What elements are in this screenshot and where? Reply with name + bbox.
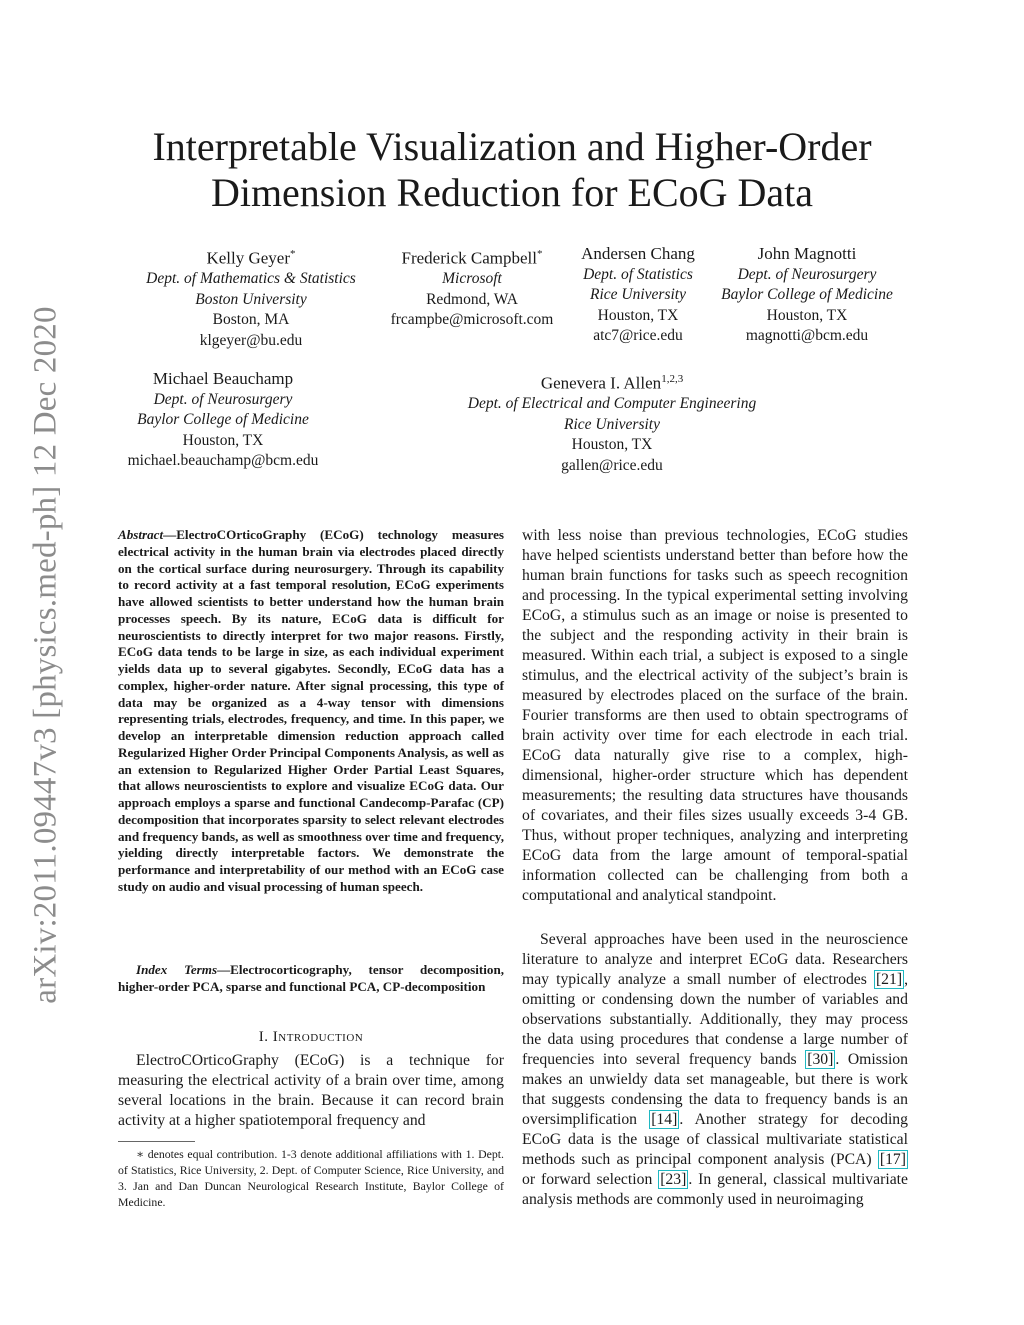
author-city: Houston, TX — [182, 431, 264, 449]
paper-title — [100, 124, 924, 216]
author-email: magnotti@bcm.edu — [745, 327, 869, 345]
right-paragraph-2: Several approaches have been used in the neuroscience literature to analyze and interpret ECoG data. Researchers may typically analyze a small number of electrodes [21] , omitting or condensing down the number of variables and observations substantially. Additionally, they may process the data using procedures that condense a large number of frequencies into several frequency bands [30] . Omission makes an unwieldy data set manageable, but there is work that suggests condensing the data to frequency bands is an oversimplification [14] . Another strategy for decoding ECoG data is the usage of classical multivariate statistical methods such as principal component analysis (PCA) [17] or forward selection [23] . In general, classical multivariate analysis methods are commonly used in neuroimaging — [522, 931, 908, 1208]
intro-paragraph: ElectroCOrticoGraphy (ECoG) is a technique for measuring the electrical activity of a brain over time, among several locations in the brain. Because it can record brain activity at a higher spatiotemporal frequency and — [118, 1052, 504, 1129]
abstract-text: —ElectroCOrticoGraphy (ECoG) technology measures electrical activity in the human brain via electrodes placed directly on the cortical surface during neurosurgery. Through its capability to record activity at a fast temporal resolution, ECoG experiments have allowed scientists to better understand how the human brain processes speech. By its nature, ECoG data is difficult for neuroscientists to directly interpret for two major reasons. Firstly, ECoG data tends to be large in size, as each individual experiment yields data up to several gigabytes. Secondly, ECoG data has a complex, higher-order nature. After signal processing, this type of data may be organized as a 4-way tensor with dimensions representing trials, electrodes, frequency, and time. In this paper, we develop an interpretable dimension reduction approach called Regularized Higher Order Principal Components Analysis, as well as an extension to Regularized Higher Order Partial Least Squares, that allows neuroscientists to explore and visualize ECoG data. Our approach employs a sparse and functional Candecomp-Parafac (CP) decomposition that incorporates sparsity to select relevant electrodes and frequency bands, as well as smoothness over time and frequency, yielding directly interpretable factors. We demonstrate the performance and interpretability of our method with an ECoG case study on audio and visual processing of human speech. — [118, 527, 504, 894]
author-email: atc7@rice.edu — [593, 327, 683, 345]
right-paragraph-1: with less noise than previous technologies, ECoG studies have helped scientists understand better than before how the human brain functions for tasks such as speech recognition and processing. In the typical experimental setting involving ECoG, a stimulus such as an image or noise is presented to the subject and the responding activity in their brain is measured. Within each trial, a subject is exposed to a single stimulus, and the electrical activity of the subject’s brain is measured by electrodes placed on the surface of the brain. Fourier transforms are then used to obtain spectrograms of brain activity over time for each electrode in each trial. ECoG data naturally give rise to a complex, high-dimensional, higher-order structure which has dependent measurements; the resulting data structures have thousands of covariates, and their files sizes usually exceeds 3-4 GB. Thus, without proper techniques, analyzing and interpreting ECoG data from the large amount of temporal-spatial information collected can be challenging from both a computational and analytical standpoint. — [522, 527, 908, 904]
title-line-2: Dimension Reduction for ECoG Data — [210, 170, 814, 215]
author-org: Rice University — [590, 286, 686, 304]
index-terms — [118, 962, 504, 996]
author-name: Kelly Geyer — [206, 248, 291, 268]
author-mark: * — [537, 248, 543, 260]
footnote-rule — [118, 1141, 195, 1142]
author-block-beauchamp — [118, 369, 328, 472]
author-org: Baylor College of Medicine — [721, 286, 893, 304]
citation-link[interactable]: [21] — [875, 971, 903, 988]
author-mark: * — [290, 248, 296, 260]
author-name: Frederick Campbell — [401, 248, 537, 268]
author-dept: Dept. of Neurosurgery — [153, 390, 293, 408]
author-block-geyer — [133, 244, 369, 352]
author-block-magnotti — [712, 244, 902, 347]
citation-link[interactable]: [30] — [807, 1051, 834, 1068]
author-block-chang — [570, 244, 706, 347]
author-name: Andersen Chang — [581, 244, 695, 263]
author-block-campbell — [382, 244, 562, 331]
author-city: Houston, TX — [571, 436, 653, 454]
abstract-label: Abstract — [118, 527, 164, 542]
author-city: Houston, TX — [766, 306, 848, 324]
author-name: Genevera I. Allen — [540, 373, 662, 393]
author-block-allen — [444, 369, 780, 477]
footnote: ∗ denotes equal contribution. 1-3 denote additional affiliations with 1. Dept. of Statistics, Rice University, 2. Dept. of Computer Science, Rice University, and 3. Jan and Dan Duncan Neurological Research Institute, Baylor College of Medicine. — [118, 1147, 504, 1209]
author-email: gallen@rice.edu — [561, 457, 663, 475]
index-terms-text: —Electrocorticography, tensor decomposition, higher-order PCA, sparse and functional PCA, CP-decomposition — [118, 962, 504, 994]
author-email: frcampbe@microsoft.com — [390, 311, 554, 329]
author-city: Boston, MA — [212, 311, 290, 329]
index-terms-label: Index Terms — [136, 962, 218, 977]
author-dept: Dept. of Neurosurgery — [737, 265, 877, 283]
author-city: Houston, TX — [597, 306, 679, 324]
author-name: Michael Beauchamp — [152, 369, 294, 388]
author-name: John Magnotti — [757, 244, 857, 263]
abstract — [118, 527, 504, 896]
section-heading: I. Introduction — [258, 1029, 364, 1045]
citation-link[interactable]: [14] — [651, 1111, 678, 1128]
title-line-1: Interpretable Visualization and Higher-Order — [152, 124, 872, 169]
author-org: Baylor College of Medicine — [137, 411, 309, 429]
arxiv-identifier: arXiv:2011.09447v3 [physics.med-ph] 12 Dec 2020 — [27, 306, 64, 1004]
author-dept: Dept. of Statistics — [583, 265, 693, 283]
author-email: michael.beauchamp@bcm.edu — [127, 452, 319, 470]
author-dept: Microsoft — [442, 270, 502, 288]
citation-link[interactable]: [17] — [879, 1151, 906, 1168]
author-email: klgeyer@bu.edu — [199, 332, 303, 350]
author-org: Boston University — [195, 290, 307, 308]
author-org: Redmond, WA — [426, 290, 518, 308]
author-dept: Dept. of Electrical and Computer Engineering — [467, 395, 757, 413]
author-dept: Dept. of Mathematics & Statistics — [146, 270, 356, 288]
author-org: Rice University — [564, 415, 660, 433]
author-mark: 1,2,3 — [661, 373, 684, 385]
citation-link[interactable]: [23] — [660, 1171, 687, 1188]
